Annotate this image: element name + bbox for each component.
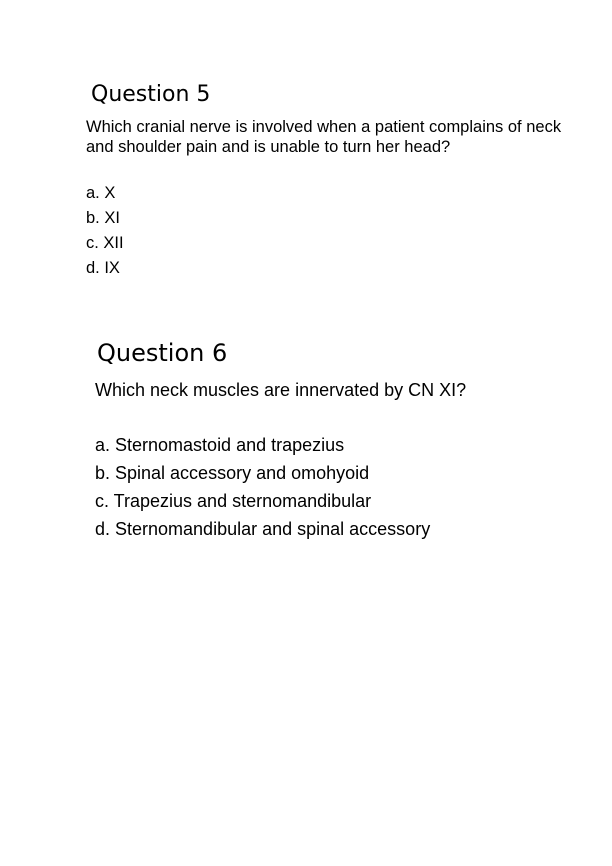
option-b: b. XI	[86, 209, 120, 227]
answer-options	[86, 181, 586, 281]
question-5	[86, 84, 586, 281]
answer-options	[95, 431, 585, 543]
question-6	[95, 341, 585, 543]
option-c: c. XII	[86, 234, 124, 252]
option-d: d. IX	[86, 259, 120, 277]
option-b: b. Spinal accessory and omohyoid	[95, 463, 370, 483]
question-text: Which neck muscles are innervated by CN XI?	[95, 380, 467, 400]
option-a: a. X	[86, 184, 116, 202]
question-text: Which cranial nerve is involved when a patient complains of neck and shoulder pain and is unable to turn her head?	[86, 118, 562, 156]
option-c: c. Trapezius and sternomandibular	[95, 491, 372, 511]
option-a: a. Sternomastoid and trapezius	[95, 435, 345, 455]
question-title: Question 6	[97, 339, 228, 367]
option-d: d. Sternomandibular and spinal accessory	[95, 519, 431, 539]
question-title: Question 5	[91, 82, 211, 107]
